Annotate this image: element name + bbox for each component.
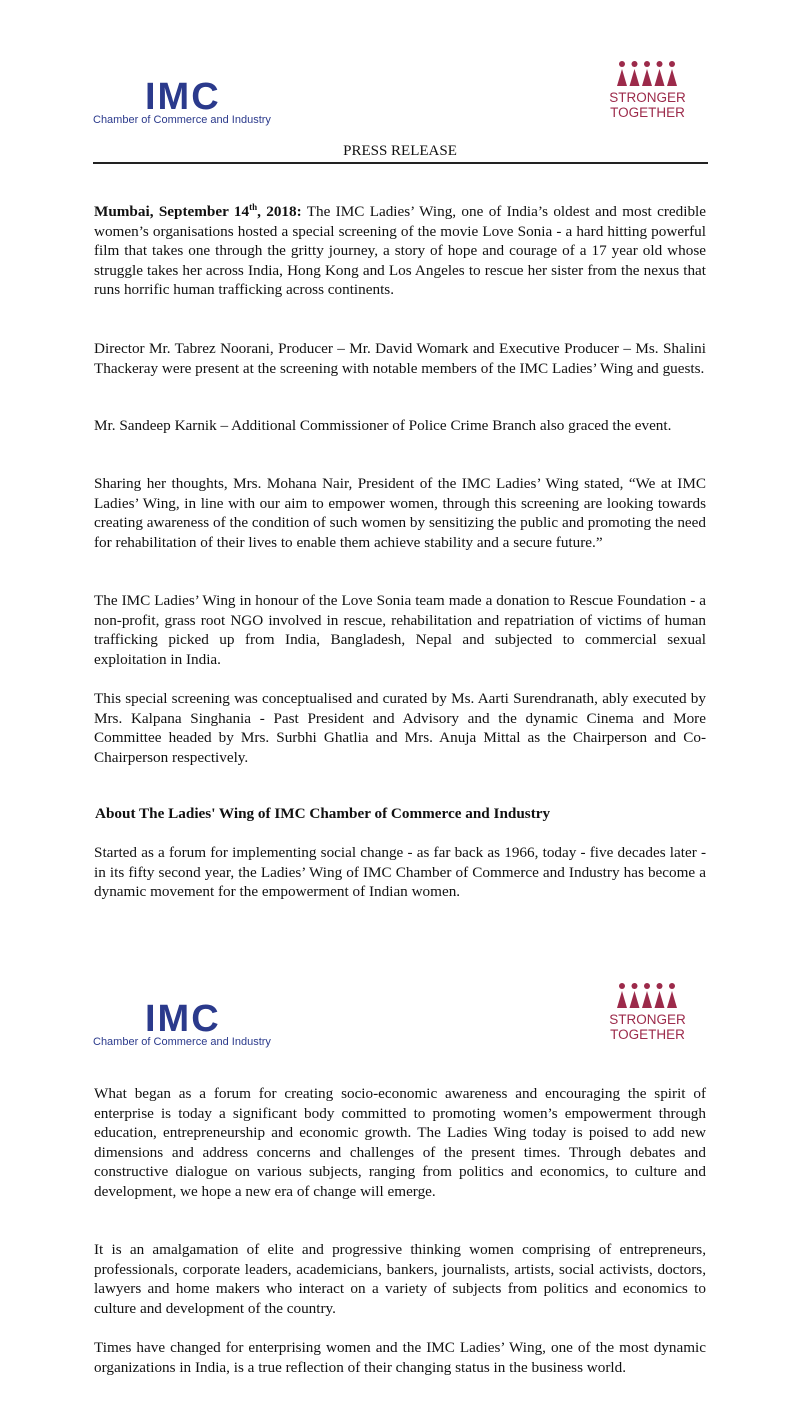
- people-group-icon: [616, 60, 678, 86]
- imc-logo-mark: IMC: [145, 998, 221, 1040]
- page-header-2: [0, 1000, 800, 1080]
- slogan-line-2: TOGETHER: [610, 105, 685, 120]
- imc-logo-subtitle: Chamber of Commerce and Industry: [93, 114, 271, 126]
- paragraph-president-quote: Sharing her thoughts, Mrs. Mohana Nair, President of the IMC Ladies’ Wing stated, “We at IMC Ladies’ Wing, in line with our aim to empower women, through this screening are looking towards creating awareness of the condition of such women by sensitizing the public and promoting the need for rehabilitation of their lives to enable them achieve stability and a secure future.”: [94, 475, 706, 551]
- slogan-line-2: TOGETHER: [610, 1027, 685, 1042]
- paragraph-donation: The IMC Ladies’ Wing in honour of the Love Sonia team made a donation to Rescue Foundation - a non-profit, grass root NGO involved in rescue, rehabilitation and repatriation of victims of human trafficking picked up from India, Bangladesh, Nepal and subjected to commercial sexual exploitation in India.: [94, 592, 706, 668]
- paragraph-guests: Director Mr. Tabrez Noorani, Producer – Mr. David Womark and Executive Producer – Ms. Shalini Thackeray were present at the screening with notable members of the IMC Ladies’ Wing and guests.: [94, 340, 706, 377]
- paragraph-members: It is an amalgamation of elite and progressive thinking women comprising of entrepreneurs, professionals, corporate leaders, academicians, bankers, journalists, artists, social activists, doctors, lawyers and home makers who interact on a variety of subjects from politics and economics to culture and development of the country.: [94, 1241, 706, 1317]
- page-title: PRESS RELEASE: [343, 143, 457, 159]
- paragraph-history: What began as a forum for creating socio-economic awareness and encouraging the spirit of enterprise is today a significant body committed to promoting women’s empowerment through education, entrepreneurship and economic growth. The Ladies Wing today is poised to add new dimensions and address concerns and challenges of the present times. Through debates and constructive dialogue on various subjects, ranging from politics and economics, to culture and development, we hope a new era of change will emerge.: [94, 1085, 706, 1200]
- paragraph-intro-text: The IMC Ladies’ Wing, one of India’s oldest and most credible women’s organisations hosted a special screening of the movie Love Sonia - a hard hitting powerful film that takes one through the gritty journey, a story of hope and courage of a 17 year old whose struggle takes her across India, Hong Kong and Los Angeles to rescue her sister from the nexus that runs horrific human trafficking across continents.: [94, 203, 706, 298]
- paragraph-intro: [94, 202, 706, 300]
- people-group-icon: [616, 982, 678, 1008]
- about-heading: About The Ladies' Wing of IMC Chamber of Commerce and Industry: [95, 805, 551, 822]
- paragraph-about: Started as a forum for implementing social change - as far back as 1966, today - five decades later - in its fifty second year, the Ladies’ Wing of IMC Chamber of Commerce and Industry has become a dynamic movement for the empowerment of Indian women.: [94, 844, 706, 900]
- slogan-text: [600, 90, 695, 120]
- imc-logo-mark: IMC: [145, 76, 221, 118]
- paragraph-curation: This special screening was conceptualised and curated by Ms. Aarti Surendranath, ably executed by Mrs. Kalpana Singhania - Past President and Advisory and the dynamic Cinema and More Committee headed by Mrs. Surbhi Ghatlia and Mrs. Anuja Mittal as the Chairperson and Co-Chairperson respectively.: [94, 690, 706, 766]
- slogan-line-1: STRONGER: [609, 1012, 686, 1027]
- dateline: Mumbai, September 14th, 2018:: [94, 201, 302, 220]
- title-divider: [93, 162, 708, 164]
- imc-logo-subtitle: Chamber of Commerce and Industry: [93, 1036, 271, 1048]
- slogan-text: [600, 1012, 695, 1042]
- paragraph-commissioner: Mr. Sandeep Karnik – Additional Commissioner of Police Crime Branch also graced the event.: [94, 417, 672, 434]
- slogan-line-1: STRONGER: [609, 90, 686, 105]
- paragraph-closing: Times have changed for enterprising women and the IMC Ladies’ Wing, one of the most dynamic organizations in India, is a true reflection of their changing status in the business world.: [94, 1339, 706, 1376]
